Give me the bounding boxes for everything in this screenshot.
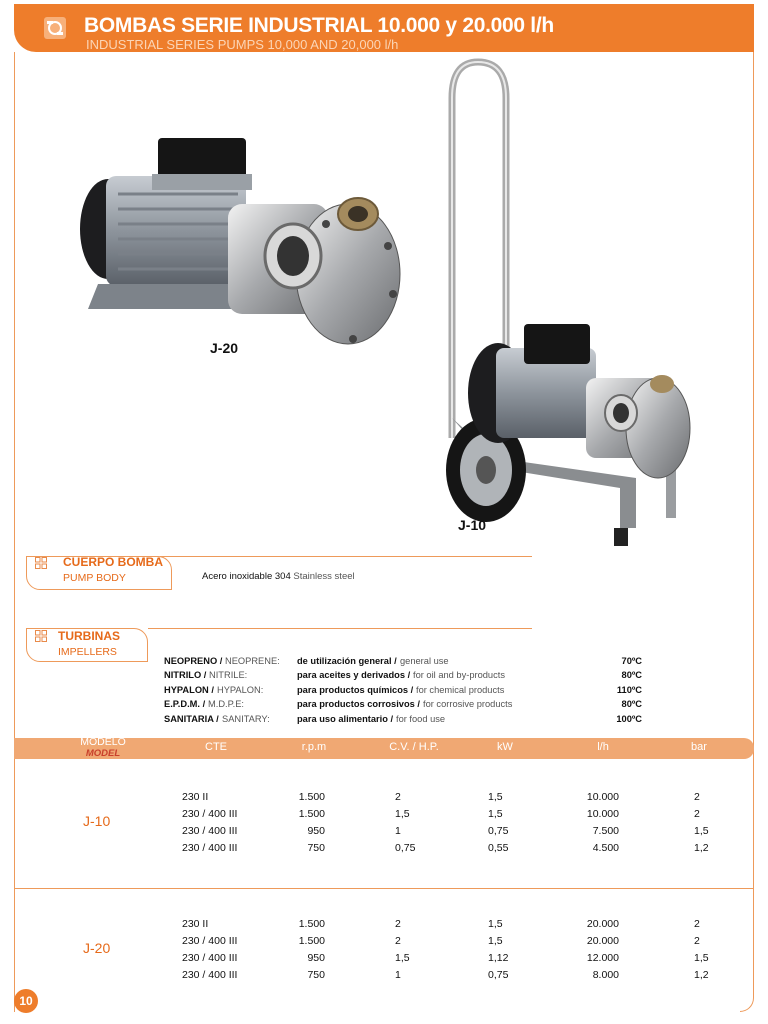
table-cell: 1,5 [488, 918, 503, 930]
impeller-use-en: for food use [396, 713, 446, 724]
col-header-model [68, 737, 138, 759]
impellers-title: TURBINAS [58, 629, 120, 643]
table-cell: 230 II [182, 791, 209, 803]
table-cell: 1,12 [488, 952, 509, 964]
impeller-use-es: para productos corrosivos / [297, 699, 420, 710]
table-cell: 1,2 [694, 969, 709, 981]
table-cell: 1,5 [488, 808, 503, 820]
j10-caption: J-10 [458, 517, 487, 533]
material-es: Acero inoxidable 304 [202, 571, 291, 582]
table-cell: 2 [395, 791, 401, 803]
impeller-name-en: HYPALON: [217, 684, 264, 695]
impeller-name-es: NITRILO / [164, 670, 207, 681]
table-cell: 0,75 [488, 825, 509, 837]
impeller-temperature: 80ºC [621, 670, 642, 681]
j20-pump-image [78, 134, 408, 354]
j10-pump-image [436, 58, 696, 552]
section-line-pump-body [160, 556, 532, 557]
impeller-use-en: for corrosive products [423, 699, 513, 710]
table-cell: 1 [395, 969, 401, 981]
table-cell: 2 [395, 918, 401, 930]
impeller-name-es: E.P.D.M. / [164, 699, 206, 710]
pump-body-title: CUERPO BOMBA [63, 555, 164, 569]
impeller-row [164, 685, 642, 699]
table-cell: 750 [307, 969, 325, 981]
table-cell: 0,55 [488, 842, 509, 854]
impeller-name-en: M.D.P.E: [208, 699, 244, 710]
col-header-cv: C.V. / H.P. [389, 741, 439, 753]
col-header-model-es: MODELO [80, 736, 126, 748]
table-cell: 2 [395, 935, 401, 947]
table-cell: 7.500 [592, 825, 619, 837]
impeller-temperature: 110ºC [616, 684, 642, 695]
table-cell: 1,5 [395, 952, 410, 964]
table-cell: 1 [395, 825, 401, 837]
impeller-temperature: 80ºC [621, 699, 642, 710]
page-title: BOMBAS SERIE INDUSTRIAL 10.000 y 20.000 l/h [84, 14, 554, 37]
table-cell: 1,5 [488, 935, 503, 947]
table-cell: 950 [307, 825, 325, 837]
impeller-temperature: 100ºC [616, 713, 642, 724]
table-cell: 1.500 [298, 918, 325, 930]
impeller-temperature: 70ºC [621, 656, 642, 666]
page-number: 10 [14, 989, 38, 1013]
table-cell: 1,5 [395, 808, 410, 820]
material-en: Stainless steel [293, 571, 355, 582]
j20-caption: J-20 [210, 340, 239, 356]
spec-table-header [14, 738, 754, 759]
table-group-separator [14, 888, 754, 889]
table-cell: 1,5 [488, 791, 503, 803]
impeller-row [164, 656, 642, 670]
pump-body-material [202, 571, 355, 582]
table-cell: 1.500 [298, 808, 325, 820]
impeller-name-en: SANITARY: [222, 713, 270, 724]
table-cell: 230 / 400 III [182, 825, 238, 837]
table-cell: 1,2 [694, 842, 709, 854]
table-cell: 230 / 400 III [182, 808, 238, 820]
col-header-model-en: MODEL [85, 748, 121, 759]
frame-right [740, 52, 754, 1012]
table-cell: 0,75 [395, 842, 416, 854]
frame-left [14, 52, 15, 1012]
section-line-impellers [148, 628, 532, 629]
table-cell: 230 / 400 III [182, 935, 238, 947]
table-cell: 8.000 [592, 969, 619, 981]
table-cell: 4.500 [592, 842, 619, 854]
impeller-use-en: for oil and by-products [413, 670, 505, 681]
table-cell: 1.500 [298, 791, 325, 803]
table-cell: 1,5 [694, 825, 709, 837]
impeller-use-es: para productos químicos / [297, 684, 414, 695]
col-header-bar: bar [691, 741, 707, 753]
table-cell: 0,75 [488, 969, 509, 981]
impeller-use-es: de utilización general / [297, 656, 397, 666]
table-cell: 230 / 400 III [182, 969, 238, 981]
impeller-use-es: para uso alimentario / [297, 713, 394, 724]
impeller-use-en: for chemical products [416, 684, 505, 695]
table-cell: 2 [694, 935, 700, 947]
grid-bullet-icon [35, 557, 47, 569]
table-cell: 950 [307, 952, 325, 964]
grid-bullet-icon [35, 630, 47, 642]
table-cell: 2 [694, 808, 700, 820]
table-cell: 2 [694, 791, 700, 803]
impeller-use-es: para aceites y derivados / [297, 670, 411, 681]
page-subtitle: INDUSTRIAL SERIES PUMPS 10,000 AND 20,000 l/h [86, 37, 399, 52]
impeller-name-es: NEOPRENO / [164, 656, 223, 666]
col-header-rpm: r.p.m [301, 741, 327, 753]
pump-body-subtitle: PUMP BODY [63, 572, 126, 584]
table-cell: 750 [307, 842, 325, 854]
pump-logo-icon [42, 14, 68, 42]
table-cell: 1,5 [694, 952, 709, 964]
impeller-name-es: SANITARIA / [164, 713, 219, 724]
table-cell: 10.000 [586, 808, 619, 820]
impeller-name-es: HYPALON / [164, 684, 214, 695]
col-header-cte: CTE [205, 741, 227, 753]
table-cell: 230 / 400 III [182, 952, 238, 964]
impeller-use-en: general use [400, 656, 449, 666]
table-cell: 230 II [182, 918, 209, 930]
col-header-lh: l/h [597, 741, 609, 753]
impeller-row [164, 699, 642, 713]
header-bar [14, 4, 754, 52]
table-cell: 2 [694, 918, 700, 930]
table-cell: 20.000 [586, 918, 619, 930]
model-label: J-10 [83, 813, 111, 829]
table-cell: 20.000 [586, 935, 619, 947]
table-cell: 1.500 [298, 935, 325, 947]
impeller-name-en: NEOPRENE: [225, 656, 280, 666]
impellers-subtitle: IMPELLERS [58, 646, 117, 658]
table-cell: 230 / 400 III [182, 842, 238, 854]
impeller-row [164, 670, 642, 684]
table-cell: 10.000 [586, 791, 619, 803]
col-header-kw: kW [497, 741, 513, 753]
impeller-name-en: NITRILE: [209, 670, 248, 681]
table-cell: 12.000 [586, 952, 619, 964]
impeller-row [164, 714, 642, 728]
model-label: J-20 [83, 940, 111, 956]
